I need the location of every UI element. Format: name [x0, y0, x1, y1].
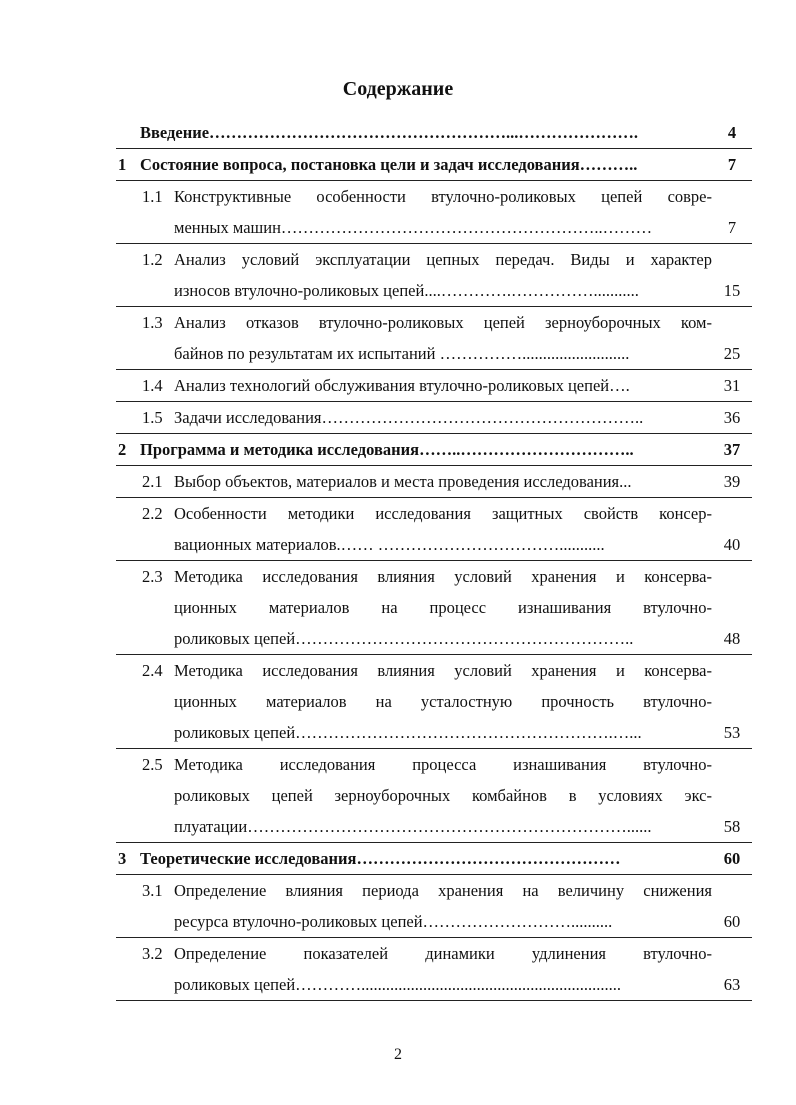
toc-entry-title [116, 938, 712, 1001]
toc-entry-page: 40 [712, 498, 752, 561]
toc-entry-title [116, 117, 712, 149]
toc-entry-number: 1.4 [142, 376, 163, 395]
toc-entry-title [116, 498, 712, 561]
toc-entry-number: 2 [118, 440, 127, 459]
toc-entry-line: ресурса втулочно-роликовых цепей……………………….......... [174, 912, 613, 931]
toc-entry-title [116, 561, 712, 655]
toc-entry[interactable] [116, 655, 752, 749]
toc-entry-number: 2.2 [142, 504, 163, 523]
toc-entry[interactable] [116, 466, 752, 498]
toc-entry[interactable] [116, 498, 752, 561]
toc-entry-title [116, 875, 712, 938]
toc-entry-title [116, 181, 712, 244]
toc-entry-page: 60 [712, 843, 752, 875]
toc-entry[interactable] [116, 117, 752, 149]
toc-entry-page: 31 [712, 370, 752, 402]
toc-entry[interactable] [116, 749, 752, 843]
toc-entry-line: менных машин…………………………………………………..……… [174, 218, 653, 237]
toc-entry-line: роликовых цепей…………............................................................... [174, 975, 622, 994]
toc-entry-page: 15 [712, 244, 752, 307]
toc-entry-number: 1.2 [142, 250, 163, 269]
toc-entry[interactable] [116, 938, 752, 1001]
toc-entry-page: 37 [712, 434, 752, 466]
toc-entry-title [116, 149, 712, 181]
toc-entry-line: плуатации……………………………………………………………...... [174, 817, 652, 836]
page-number: 2 [394, 1046, 402, 1063]
toc-entry-number: 1.5 [142, 408, 163, 427]
table-of-contents [116, 117, 752, 1001]
toc-entry-page: 39 [712, 466, 752, 498]
toc-entry-number: 2.5 [142, 755, 163, 774]
toc-entry-line: Состояние вопроса, постановка цели и задач исследования……….. [140, 155, 638, 174]
toc-entry-line: Определение показателей динамики удлинения втулочно- [174, 944, 712, 963]
toc-entry[interactable] [116, 561, 752, 655]
toc-entry[interactable] [116, 244, 752, 307]
toc-entry[interactable] [116, 370, 752, 402]
toc-entry-title [116, 655, 712, 749]
toc-entry-number: 3 [118, 849, 127, 868]
toc-entry[interactable] [116, 181, 752, 244]
toc-entry-page: 36 [712, 402, 752, 434]
toc-entry-line: Введение………………………………………………...…………………. [140, 123, 639, 142]
toc-entry-line: Теоретические исследования………………………………………… [140, 849, 621, 868]
toc-entry-number: 2.4 [142, 661, 163, 680]
toc-entry-line: Методика исследования влияния условий хранения и консерва- [174, 661, 712, 680]
toc-entry-line: износов втулочно-роликовых цепей....………….……………........... [174, 281, 639, 300]
toc-entry-line: ционных материалов на процесс изнашивания втулочно- [174, 598, 712, 617]
toc-entry-number: 1.3 [142, 313, 163, 332]
toc-entry[interactable] [116, 843, 752, 875]
toc-entry[interactable] [116, 434, 752, 466]
toc-entry-page: 25 [712, 307, 752, 370]
toc-entry-number: 1.1 [142, 187, 163, 206]
toc-entry-number: 2.1 [142, 472, 163, 491]
toc-entry-title [116, 307, 712, 370]
toc-entry-number: 3.1 [142, 881, 163, 900]
toc-entry-line: Задачи исследования………………………………………………….. [174, 408, 644, 427]
toc-entry-line: роликовых цепей………………………………………………….…... [174, 723, 642, 742]
toc-entry-page: 4 [712, 117, 752, 149]
toc-entry-page: 63 [712, 938, 752, 1001]
toc-entry-title [116, 370, 712, 402]
toc-entry[interactable] [116, 149, 752, 181]
toc-entry-title [116, 843, 712, 875]
toc-entry-line: Выбор объектов, материалов и места проведения исследования... [174, 472, 632, 491]
toc-entry-number: 3.2 [142, 944, 163, 963]
toc-entry-line: Конструктивные особенности втулочно-роликовых цепей совре- [174, 187, 712, 206]
toc-entry-line: Анализ технологий обслуживания втулочно-роликовых цепей…. [174, 376, 630, 395]
toc-entry-number: 1 [118, 155, 127, 174]
toc-entry-number: 2.3 [142, 567, 163, 586]
toc-entry-page: 7 [712, 149, 752, 181]
toc-entry-line: вационных материалов.…… ……………………………........... [174, 535, 605, 554]
toc-entry-page: 60 [712, 875, 752, 938]
toc-entry-title [116, 402, 712, 434]
toc-entry-line: ционных материалов на усталостную прочность втулочно- [174, 692, 712, 711]
toc-entry[interactable] [116, 402, 752, 434]
toc-entry[interactable] [116, 875, 752, 938]
toc-entry-line: роликовых цепей…………………………………………………….. [174, 629, 634, 648]
page-title: Содержание [342, 78, 454, 100]
toc-entry-page: 7 [712, 181, 752, 244]
toc-entry-line: Анализ отказов втулочно-роликовых цепей зерноуборочных ком- [174, 313, 712, 332]
toc-entry-title [116, 466, 712, 498]
toc-entry-title [116, 244, 712, 307]
toc-entry-line: байнов по результатам их испытаний …………….......................... [174, 344, 630, 363]
toc-entry-page: 48 [712, 561, 752, 655]
toc-entry-line: роликовых цепей зерноуборочных комбайнов в условиях экс- [174, 786, 712, 805]
toc-entry-page: 53 [712, 655, 752, 749]
toc-entry-line: Методика исследования влияния условий хранения и консерва- [174, 567, 712, 586]
toc-entry-line: Методика исследования процесса изнашивания втулочно- [174, 755, 712, 774]
toc-entry-line: Особенности методики исследования защитных свойств консер- [174, 504, 712, 523]
toc-entry-title [116, 434, 712, 466]
toc-entry-page: 58 [712, 749, 752, 843]
toc-entry-line: Программа и методика исследования……..………………………….. [140, 440, 634, 459]
toc-entry-line: Анализ условий эксплуатации цепных передач. Виды и характер [174, 250, 712, 269]
toc-entry-line: Определение влияния периода хранения на величину снижения [174, 881, 712, 900]
toc-entry-title [116, 749, 712, 843]
toc-entry[interactable] [116, 307, 752, 370]
